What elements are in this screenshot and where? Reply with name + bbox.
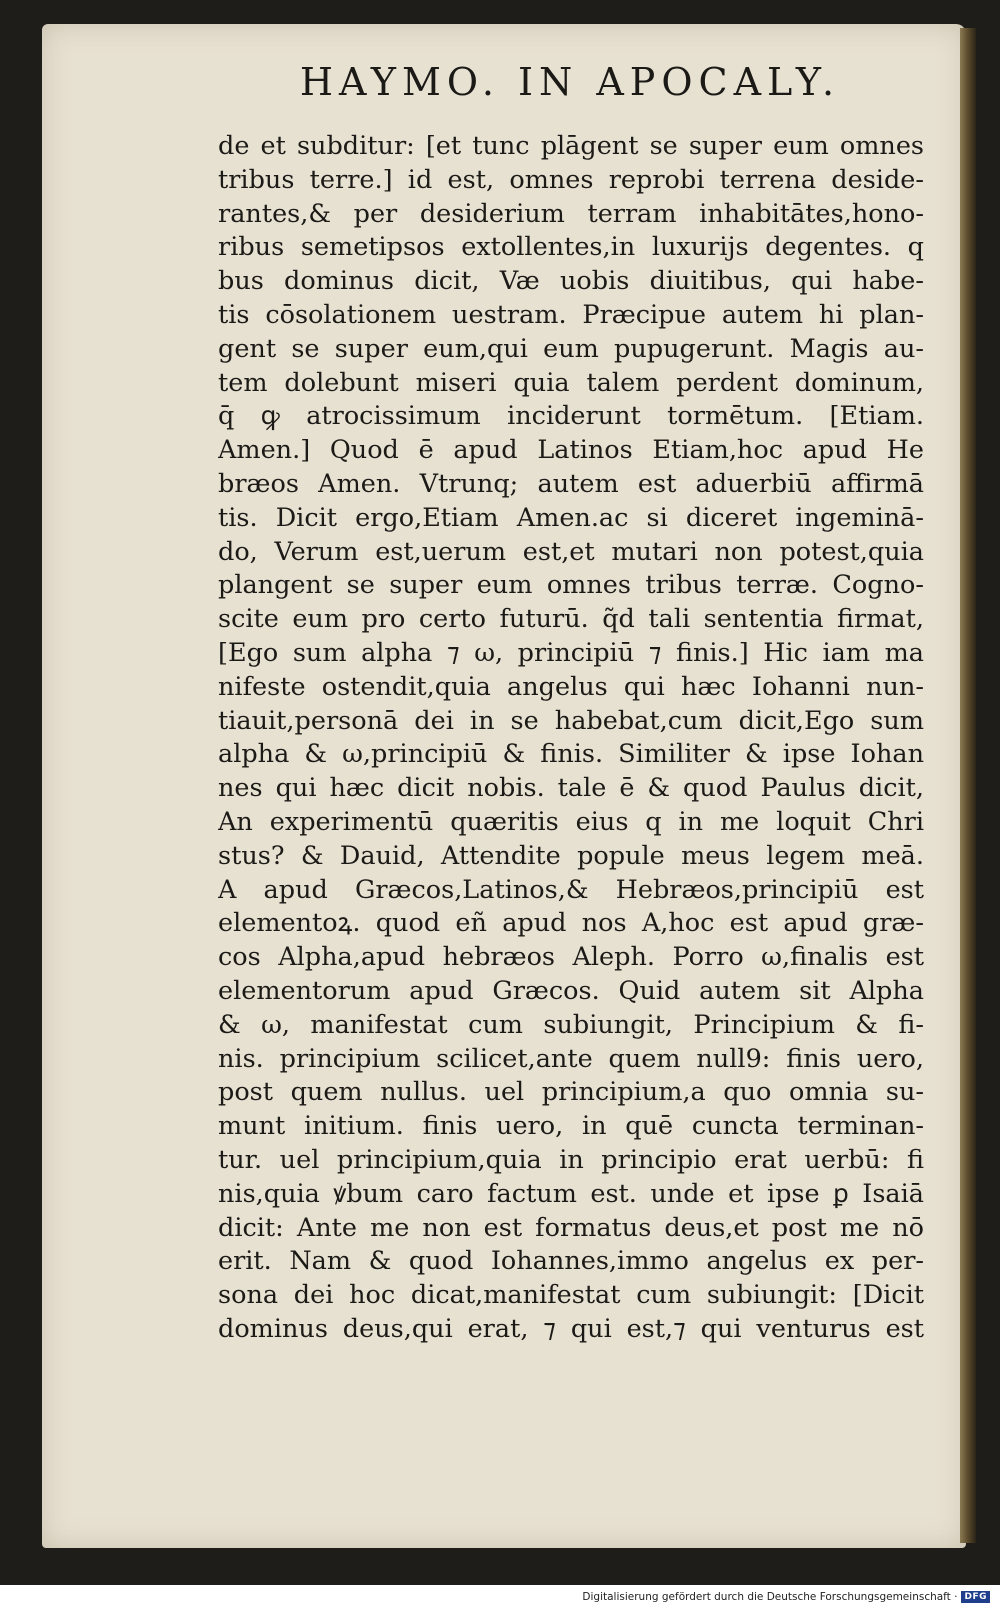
text-line: [Ego sum alpha ⁊ ω, principiū ⁊ finis.] Hic iam ma [218,637,924,668]
text-line: bræos Amen. Vtrunq; autem est aduerbiū affirmā [218,468,924,499]
text-line: cos Alpha,apud hebræos Aleph. Porro ω,finalis est [218,942,924,973]
text-line: Amen.] Quod ē apud Latinos Etiam,hoc apud He [218,435,924,466]
text-line: ribus semetipsos extollentes,in luxurijs degentes. q [218,232,924,263]
text-line: bus dominus dicit, Væ uobis diuitibus, qui habe- [218,266,924,297]
text-line: nifeste ostendit,quia angelus qui hæc Iohanni nun- [218,671,924,702]
text-line: stus? & Dauid, Attendite popule meus legem meā. [218,840,924,871]
text-line: An experimentū quæritis eius q in me loquit Chri [218,806,924,837]
text-line: scite eum pro certo futurū. q̃d tali sententia firmat, [218,604,924,635]
text-line: nis. principium scilicet,ante quem null9: finis uero, [218,1043,924,1074]
text-line: erit. Nam & quod Iohannes,immo angelus ex per- [218,1246,924,1277]
text-line: dicit: Ante me non est formatus deus,et post me nō [218,1212,924,1243]
dfg-logo: DFG [961,1591,990,1603]
text-line: tiauit,personā dei in se habebat,cum dicit,Ego sum [218,705,924,736]
text-line: dominus deus,qui erat, ⁊ qui est,⁊ qui venturus est [218,1313,924,1344]
text-line: rantes,& per desiderium terram inhabitātes,hono- [218,198,924,229]
footer [582,1589,990,1605]
text-line: do, Verum est,uerum est,et mutari non potest,quia [218,536,924,567]
running-title: HAYMO. IN APOCALY. [299,60,841,104]
text-line: tribus terre.] id est, omnes reprobi terrena deside- [218,164,924,195]
text-line: de et subditur: [et tunc plāgent se super eum omnes [218,131,924,161]
text-line: & ω, manifestat cum subiungit, Principium & fi- [218,1009,924,1040]
text-line: plangent se super eum omnes tribus terræ. Cogno- [218,570,924,601]
book-page-edge [960,28,976,1543]
text-line: tis cōsolationem uestram. Præcipue autem hi plan- [218,299,924,330]
text-line: A apud Græcos,Latinos,& Hebræos,principiū est [218,874,924,905]
text-line: elementoꝝ. quod eñ apud nos A,hoc est apud græ- [218,908,924,939]
text-line: post quem nullus. uel principium,a quo omnia su- [218,1077,924,1108]
text-line: tis. Dicit ergo,Etiam Amen.ac si diceret ingeminā- [218,502,924,533]
text-line: munt initium. finis uero, in quē cuncta terminan- [218,1111,924,1142]
text-line: gent se super eum,qui eum pupugerunt. Magis au- [218,333,924,364]
text-line: tem dolebunt miseri quia talem perdent dominum, [218,367,924,398]
text-line: sona dei hoc dicat,manifestat cum subiungit: [Dicit [218,1280,924,1311]
text-line: nes qui hæc dicit nobis. tale ē & quod Paulus dicit, [218,773,924,804]
body-text [218,130,924,1347]
text-line: q̄ ꝙ atrocissimum inciderunt tormētum. [Etiam. [218,401,924,432]
footer-credit: Digitalisierung gefördert durch die Deutsche Forschungsgemeinschaft · [582,1591,958,1603]
text-line: alpha & ω,principiū & finis. Similiter & ipse Iohan [218,739,924,770]
text-line: nis,quia ꝟbum caro factum est. unde et ipse ꝑ Isaiā [218,1178,924,1209]
text-line: tur. uel principium,quia in principio erat uerbū: fi [218,1144,924,1175]
text-line: elementorum apud Græcos. Quid autem sit Alpha [218,975,924,1006]
